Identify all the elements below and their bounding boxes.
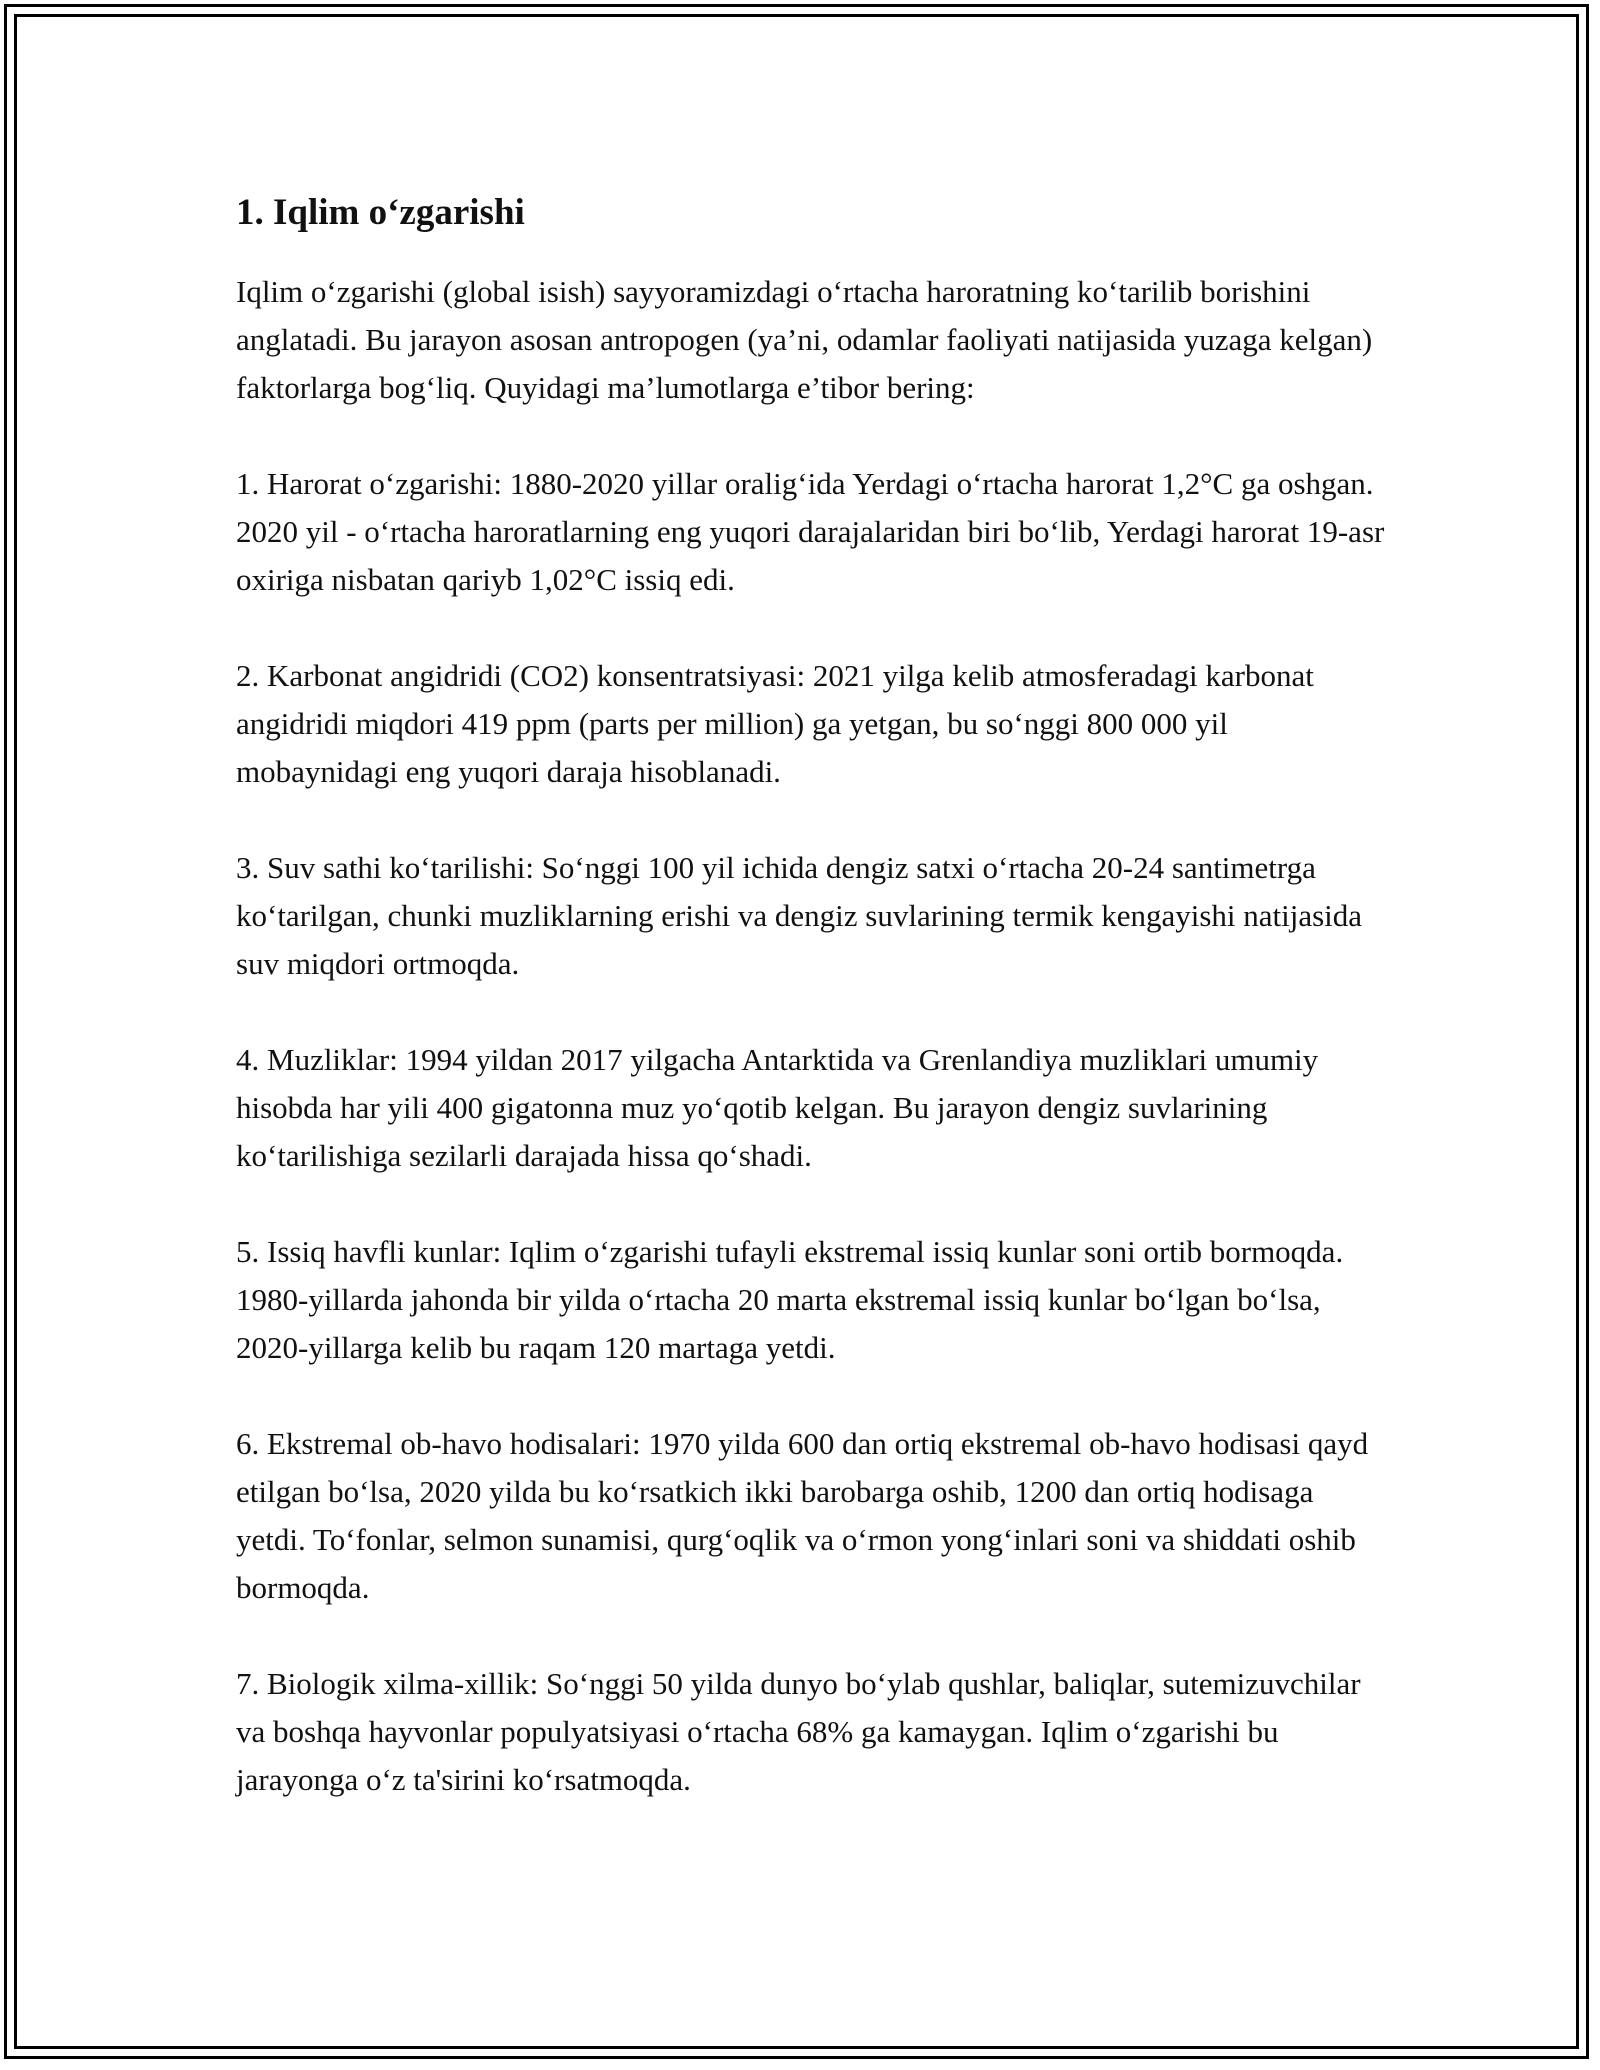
paragraph-gap <box>236 1180 1386 1228</box>
section-heading: 1. Iqlim o‘zgarishi <box>236 192 525 233</box>
intro-paragraph: Iqlim o‘zgarishi (global isish) sayyoramizdagi o‘rtacha haroratning ko‘tarilib borishini anglatadi. Bu jarayon asosan antropogen (ya’ni, odamlar faoliyati natijasida yuzaga kelgan) faktorlarga bog‘liq. Quyidagi ma’lumotlarga e’tibor bering: <box>236 274 1373 405</box>
fact-item-extreme-weather: 6. Ekstremal ob-havo hodisalari: 1970 yilda 600 dan ortiq ekstremal ob-havo hodisasi qayd etilgan bo‘lsa, 2020 yilda bu ko‘rsatkich ikki barobarga oshib, 1200 dan ortiq hodisaga yetdi. To‘fonlar, selmon sunamisi, qurg‘oqlik va o‘rmon yong‘inlari soni va shiddati oshib bormoqda. <box>236 1426 1369 1605</box>
fact-item-biodiversity: 7. Biologik xilma-xillik: So‘nggi 50 yilda dunyo bo‘ylab qushlar, baliqlar, sutemizuvchilar va boshqa hayvonlar populyatsiyasi o‘rtacha 68% ga kamaygan. Iqlim o‘zgarishi bu jarayonga o‘z ta'sirini ko‘rsatmoqda. <box>236 1666 1361 1797</box>
fact-item-hot-days: 5. Issiq havfli kunlar: Iqlim o‘zgarishi tufayli ekstremal issiq kunlar soni ortib bormoqda. 1980-yillarda jahonda bir yilda o‘rtacha 20 marta ekstremal issiq kunlar bo‘lgan bo‘lsa, 2020-yillarga kelib bu raqam 120 martaga yetdi. <box>236 1234 1344 1365</box>
fact-item-temperature: 1. Harorat o‘zgarishi: 1880-2020 yillar oralig‘ida Yerdagi o‘rtacha harorat 1,2°C ga oshgan. 2020 yil - o‘rtacha haroratlarning eng yuqori darajalaridan biri bo‘lib, Yerdagi harorat 19-asr oxiriga nisbatan qariyb 1,02°C issiq edi. <box>236 466 1385 597</box>
paragraph-gap <box>236 412 1386 460</box>
fact-item-glaciers: 4. Muzliklar: 1994 yildan 2017 yilgacha Antarktida va Grenlandiya muzliklari umumiy hisobda har yili 400 gigatonna muz yo‘qotib kelgan. Bu jarayon dengiz suvlarining ko‘tarilishiga sezilarli darajada hissa qo‘shadi. <box>236 1042 1319 1173</box>
paragraph-gap <box>236 988 1386 1036</box>
fact-item-co2: 2. Karbonat angidridi (CO2) konsentratsiyasi: 2021 yilga kelib atmosferadagi karbonat angidridi miqdori 419 ppm (parts per million) ga yetgan, bu so‘nggi 800 000 yil mobaynidagi eng yuqori daraja hisoblanadi. <box>236 658 1314 789</box>
fact-item-sea-level: 3. Suv sathi ko‘tarilishi: So‘nggi 100 yil ichida dengiz satxi o‘rtacha 20-24 santimetrga ko‘tarilgan, chunki muzliklarning erishi va dengiz suvlarining termik kengayishi natijasida suv miqdori ortmoqda. <box>236 850 1363 981</box>
paragraph-gap <box>236 796 1386 844</box>
paragraph-gap <box>236 1372 1386 1420</box>
document-body <box>236 190 1386 1804</box>
paragraph-gap <box>236 1612 1386 1660</box>
paragraph-gap <box>236 604 1386 652</box>
